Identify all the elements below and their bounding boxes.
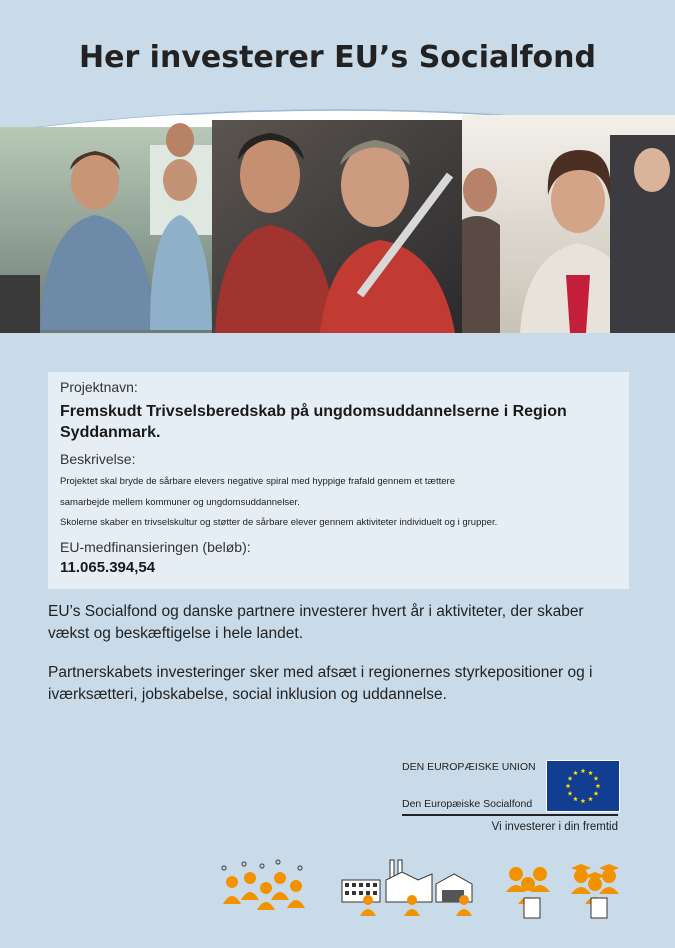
project-info-box [48,372,629,589]
description-label: Beskrivelse: [60,451,136,467]
eu-star [568,791,573,796]
funding-amount: 11.065.394,54 [60,559,156,576]
eu-star [594,776,599,781]
eu-slogan: Vi investerer i din fremtid [491,821,618,833]
project-name-label: Projektnavn: [60,379,138,395]
eu-logo-block [400,758,622,840]
eu-star [581,768,586,773]
eu-star [596,783,601,788]
eu-star [581,798,586,803]
photo-office [0,123,212,333]
description-line: Projektet skal bryde de sårbare elevers negative spiral med hyppige frafald gennem et tættere [60,476,455,487]
graduates-icon [565,858,625,922]
description-line: samarbejde mellem kommuner og ungdomsuddannelser. [60,497,300,508]
photo-workshop [212,120,462,333]
project-name-line: Syddanmark. [60,424,161,441]
photo-strip [0,115,675,333]
factory-icon [340,858,480,918]
description-line: Skolerne skaber en trivselskultur og støtter de sårbare elever gennem aktiviteter individuelt og i grupper. [60,517,498,528]
eu-star [588,770,593,775]
paragraph-investment: EU’s Socialfond og danske partnere investerer hvert år i aktiviteter, der skaber vækst og beskæftigelse i hele landet. [48,603,584,642]
photo-collage [0,115,675,333]
eu-star [566,783,571,788]
eu-star [568,776,573,781]
page-title: Her investerer EU’s Socialfond [78,40,597,75]
divider [402,814,618,816]
eu-fund-label: Den Europæiske Socialfond [402,798,533,810]
project-name-line: Fremskudt Trivselsberedskab på ungdomsuddannelserne i Region [60,403,567,420]
theme-icons [210,858,630,926]
workers-icon [498,858,558,922]
project-name [60,401,600,443]
eu-star [594,791,599,796]
photo-business [462,115,675,333]
funding-label: EU-medfinansieringen (beløb): [60,539,251,555]
paragraph-partnership: Partnerskabets investeringer sker med afsæt i regionernes styrkepositioner og i iværksætteri, jobskabelse, social inklusion og uddannelse. [48,664,593,703]
eu-star [588,796,593,801]
eu-star [573,770,578,775]
people-group-icon [210,858,320,918]
eu-star [573,796,578,801]
eu-union-label: DEN EUROPÆISKE UNION [402,761,536,773]
eu-flag-icon [546,760,620,812]
